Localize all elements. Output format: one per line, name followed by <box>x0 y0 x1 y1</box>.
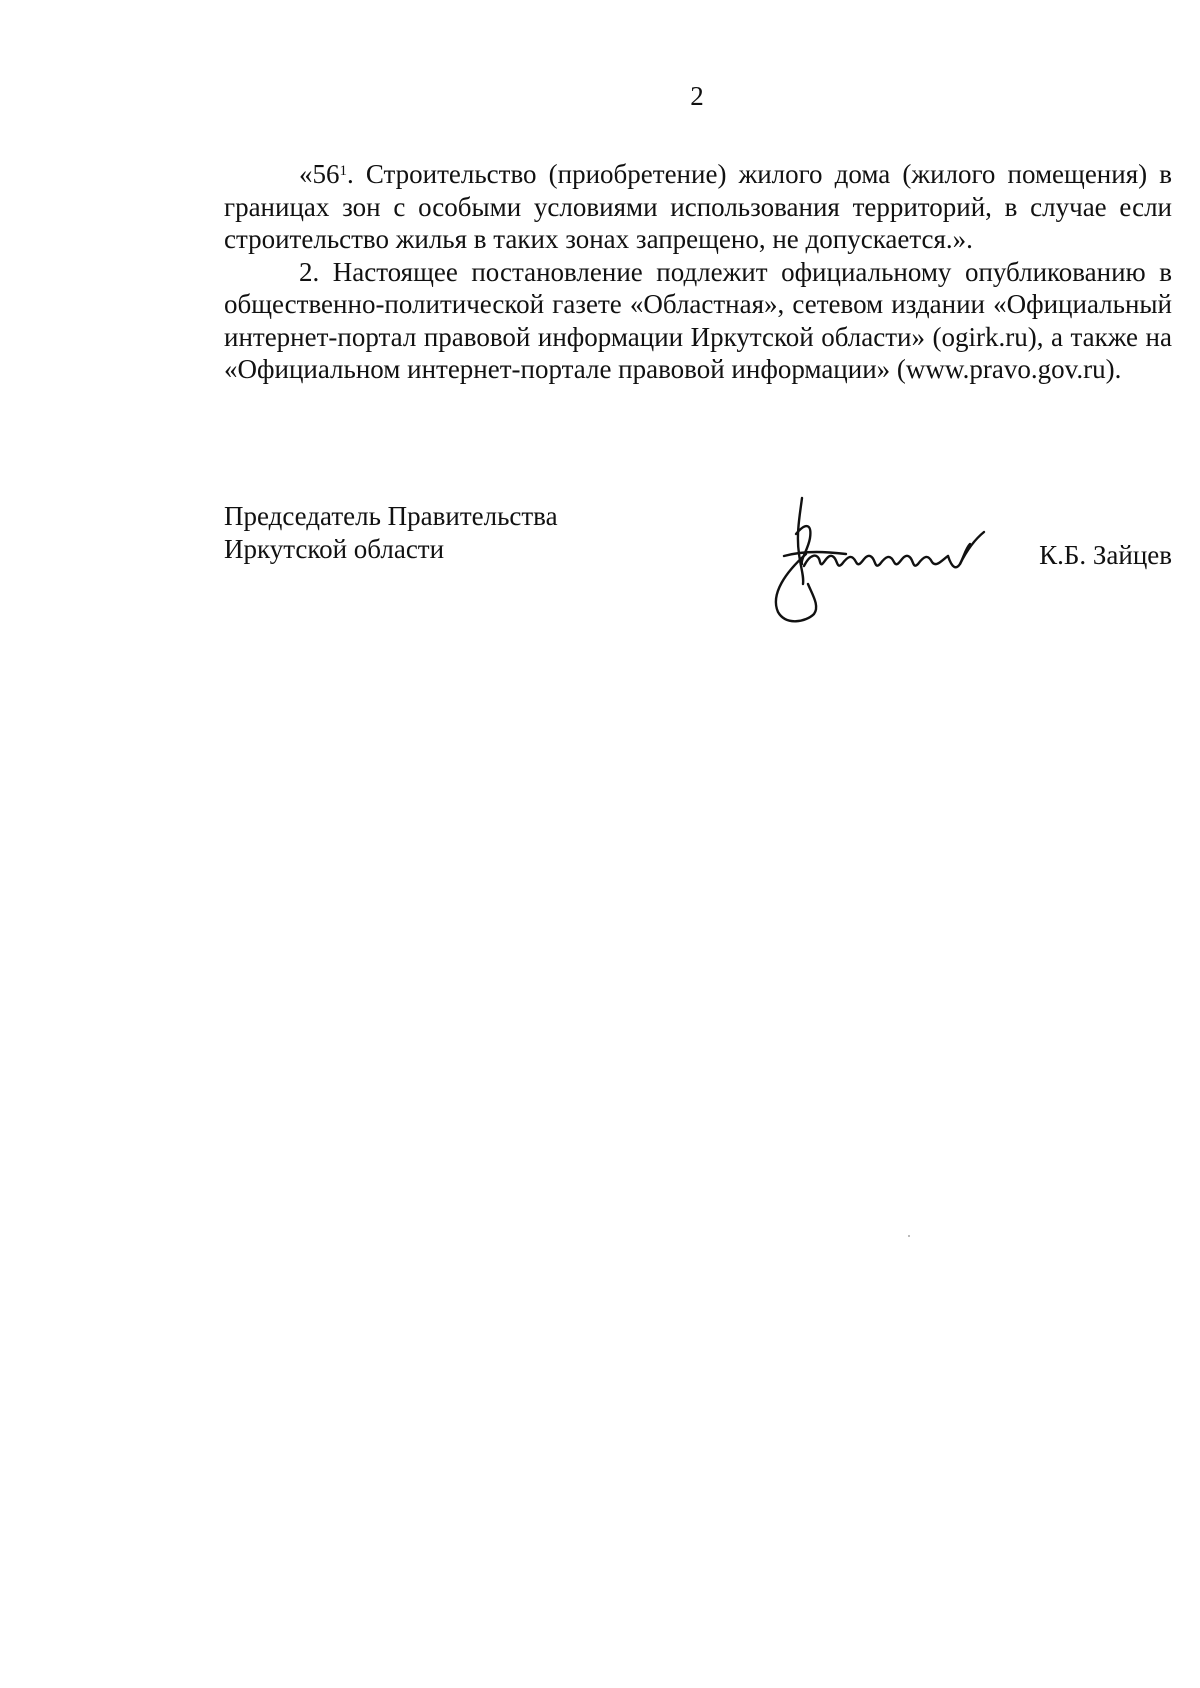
scan-artifact <box>908 1235 910 1237</box>
signer-title-line-1: Председатель Правительства <box>224 501 558 531</box>
signer-name: К.Б. Зайцев <box>1039 540 1172 570</box>
signature-block <box>224 500 1172 640</box>
handwritten-signature <box>766 494 1006 634</box>
amendment-superscript: 1 <box>339 163 347 179</box>
document-body <box>224 158 1172 386</box>
page-number: 2 <box>690 81 704 111</box>
amendment-text: . Строительство (приобретение) жилого дома (жилого помещения) в границах зон с особыми условиями использования территорий, в случае если строительство жилья в таких зонах запрещено, не допускается.». <box>224 159 1172 254</box>
paragraph-publication: 2. Настоящее постановление подлежит официальному опубликованию в общественно-политической газете «Областная», сетевом издании «Официальный интернет-портал правовой информации Иркутской области» (ogirk.ru), а также на «Официальном интернет-портале правовой информации» (www.pravo.gov.ru). <box>224 256 1172 384</box>
signer-title <box>224 500 558 565</box>
amendment-number: «56 <box>299 159 340 189</box>
paragraph-amendment <box>224 158 1172 256</box>
signer-title-line-2: Иркутской области <box>224 533 445 564</box>
